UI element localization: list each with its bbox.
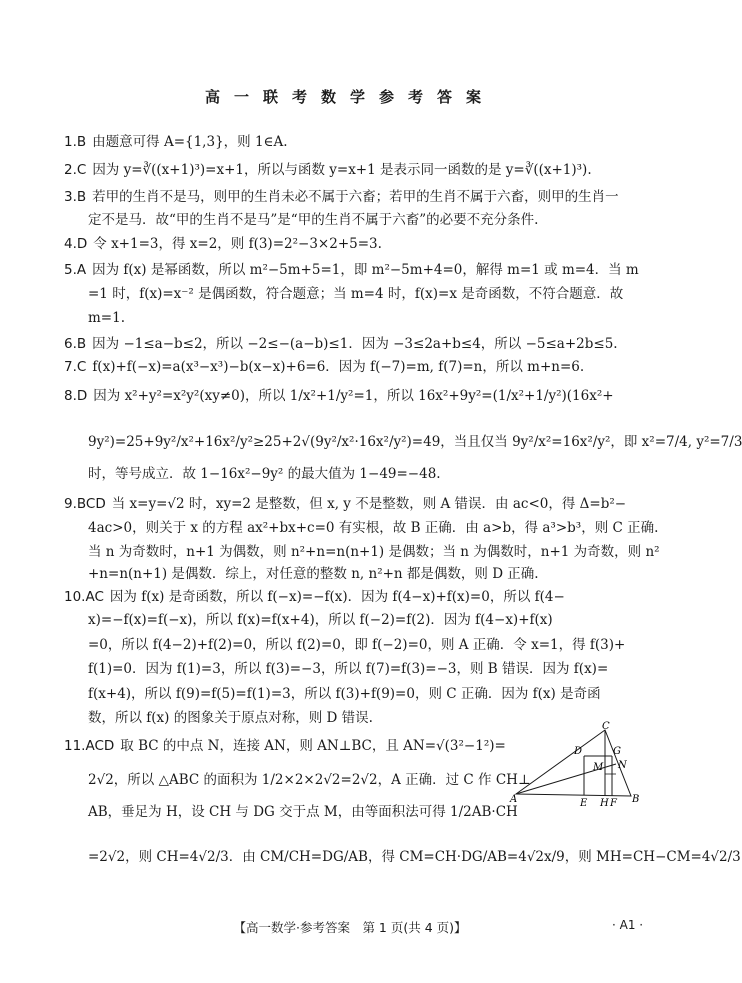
answer-text: +n=n(n+1) 是偶数．综上，对任意的整数 n, n²+n 都是偶数，则 D 正确. <box>88 566 539 582</box>
answer-number: 8.D <box>64 388 88 404</box>
answer-line <box>88 768 531 792</box>
answer-text: 若甲的生肖不是马，则甲的生肖未必不属于六畜；若甲的生肖不属于六畜，则甲的生肖一 <box>92 189 619 205</box>
answer-text: 数，所以 f(x) 的图象关于原点对称，则 D 错误. <box>88 710 373 726</box>
answer-line <box>88 306 644 330</box>
answer-text: 2√2，所以 △ABC 的面积为 1/2×2×2√2=2√2，A 正确．过 C 作 CH⊥ <box>88 772 531 788</box>
answer-text: f(1)=0．因为 f(1)=3，所以 f(3)=−3，所以 f(7)=f(3)=−3，则 B 错误．因为 f(x)= <box>88 661 609 677</box>
answer-line <box>64 355 644 379</box>
page-footer: 【高一数学·参考答案 第 1 页(共 4 页)】 <box>233 920 467 935</box>
figure-label-d: D <box>574 746 583 757</box>
answer-line <box>88 633 644 657</box>
answer-text: f(x)+f(−x)=a(x³−x³)−b(x−x)+6=6．因为 f(−7)=m, f(7)=n，所以 m+n=6. <box>92 359 585 375</box>
answer-text: 9y²)=25+9y²/x²+16x²/y²≥25+2√(9y²/x²·16x²/y²)=49，当且仅当 9y²/x²=16x²/y²，即 x²=7/4, y²=7/3 <box>88 434 742 450</box>
answer-text: 因为 y=∛((x+1)³)=x+1，所以与函数 y=x+1 是表示同一函数的是 y=∛((x+1)³). <box>92 162 592 178</box>
answer-number: 11.ACD <box>64 738 115 754</box>
figure-label-f: F <box>610 798 617 809</box>
answer-line <box>88 208 644 232</box>
answer-number: 5.A <box>64 262 87 278</box>
answer-text: f(x+4)，所以 f(9)=f(5)=f(1)=3，所以 f(3)+f(9)=0，则 C 正确．因为 f(x) 是奇函 <box>88 686 601 702</box>
answer-line <box>64 130 644 154</box>
answer-text: =0，所以 f(4−2)+f(2)=0，所以 f(2)=0，即 f(−2)=0，则 A 正确．令 x=1，得 f(3)+ <box>88 637 626 653</box>
answer-line <box>88 800 518 824</box>
answer-line <box>88 516 659 540</box>
answer-line <box>64 232 644 256</box>
answer-line <box>64 332 644 356</box>
answer-line <box>64 185 644 209</box>
answer-text: =2√2，则 CH=4√2/3．由 CM/CH=DG/AB，得 CM=CH·DG/AB=4√2x/9，则 MH=CH−CM=4√2/3 <box>88 849 741 865</box>
answer-text: 当 n 为奇数时，n+1 为偶数，则 n²+n=n(n+1) 是偶数；当 n 为偶数时，n+1 为奇数，则 n² <box>88 544 660 560</box>
answer-line <box>64 734 504 758</box>
answer-line <box>88 845 741 869</box>
answer-number: 10.AC <box>64 589 104 605</box>
answer-text: 令 x+1=3，得 x=2，则 f(3)=2²−3×2+5=3. <box>93 236 382 252</box>
answer-text: 时，等号成立．故 1−16x²−9y² 的最大值为 1−49=−48. <box>88 466 441 482</box>
figure-label-a: A <box>510 794 518 805</box>
answer-text: m=1. <box>88 310 125 326</box>
answer-line <box>88 682 644 706</box>
answer-text: AB，垂足为 H，设 CH 与 DG 交于点 M，由等面积法可得 1/2AB·CH <box>88 804 518 820</box>
answer-number: 3.B <box>64 189 87 205</box>
answer-line <box>88 657 644 681</box>
answer-line <box>64 492 644 516</box>
answer-text: 因为 f(x) 是奇函数，所以 f(−x)=−f(x)．因为 f(4−x)+f(x)=0，所以 f(4− <box>109 589 565 605</box>
answer-number: 6.B <box>64 336 87 352</box>
page-code: · A1 · <box>612 918 644 932</box>
answer-line <box>88 430 742 454</box>
answer-text: 由题意可得 A={1,3}，则 1∈A. <box>92 134 288 150</box>
answer-line <box>88 540 660 564</box>
page-title: 高一联考数学参考答案 <box>204 88 495 106</box>
answer-line <box>64 258 644 282</box>
answer-text: 定不是马．故“甲的生肖不是马”是“甲的生肖不属于六畜”的必要不充分条件. <box>88 212 539 228</box>
answer-text: 因为 x²+y²=x²y²(xy≠0)，所以 1/x²+1/y²=1，所以 16x²+9y²=(1/x²+1/y²)(16x²+ <box>93 388 614 404</box>
answer-line <box>88 282 644 306</box>
figure-label-e: E <box>580 798 588 809</box>
answer-text: 4ac>0，则关于 x 的方程 ax²+bx+c=0 有实根，故 B 正确．由 a>b，得 a³>b³，则 C 正确. <box>88 520 659 536</box>
answer-line <box>64 585 644 609</box>
figure-label-h: H <box>600 798 609 809</box>
answer-text: 取 BC 的中点 N，连接 AN，则 AN⊥BC，且 AN=√(3²−1²)= <box>120 738 506 754</box>
figure-label-m: M <box>593 762 604 773</box>
answer-number: 9.BCD <box>64 496 106 512</box>
answer-line <box>64 158 644 182</box>
figure-label-c: C <box>602 721 610 732</box>
answer-text: 因为 f(x) 是幂函数，所以 m²−5m+5=1，即 m²−5m+4=0，解得 m=1 或 m=4．当 m <box>92 262 639 278</box>
answer-number: 2.C <box>64 162 87 178</box>
answer-number: 7.C <box>64 359 87 375</box>
answer-text: =1 时，f(x)=x⁻² 是偶函数，符合题意；当 m=4 时，f(x)=x 是奇函数，不符合题意．故 <box>88 286 624 302</box>
answer-text: 当 x=y=√2 时，xy=2 是整数，但 x, y 不是整数，则 A 错误．由 ac<0，得 Δ=b²− <box>111 496 627 512</box>
figure-label-b: B <box>632 794 640 805</box>
answer-number: 4.D <box>64 236 88 252</box>
answer-text: 因为 −1≤a−b≤2，所以 −2≤−(a−b)≤1．因为 −3≤2a+b≤4，所以 −5≤a+2b≤5. <box>92 336 618 352</box>
figure-label-n: N <box>618 760 627 771</box>
triangle-figure <box>510 721 642 810</box>
answer-line <box>88 562 644 586</box>
answer-line <box>88 608 644 632</box>
answer-text: x)=−f(x)=f(−x)，所以 f(x)=f(x+4)，所以 f(−2)=f(2)．因为 f(4−x)+f(x) <box>88 612 553 628</box>
figure-label-g: G <box>613 746 621 757</box>
answer-line <box>64 384 644 408</box>
answer-number: 1.B <box>64 134 87 150</box>
answer-line <box>88 462 644 486</box>
